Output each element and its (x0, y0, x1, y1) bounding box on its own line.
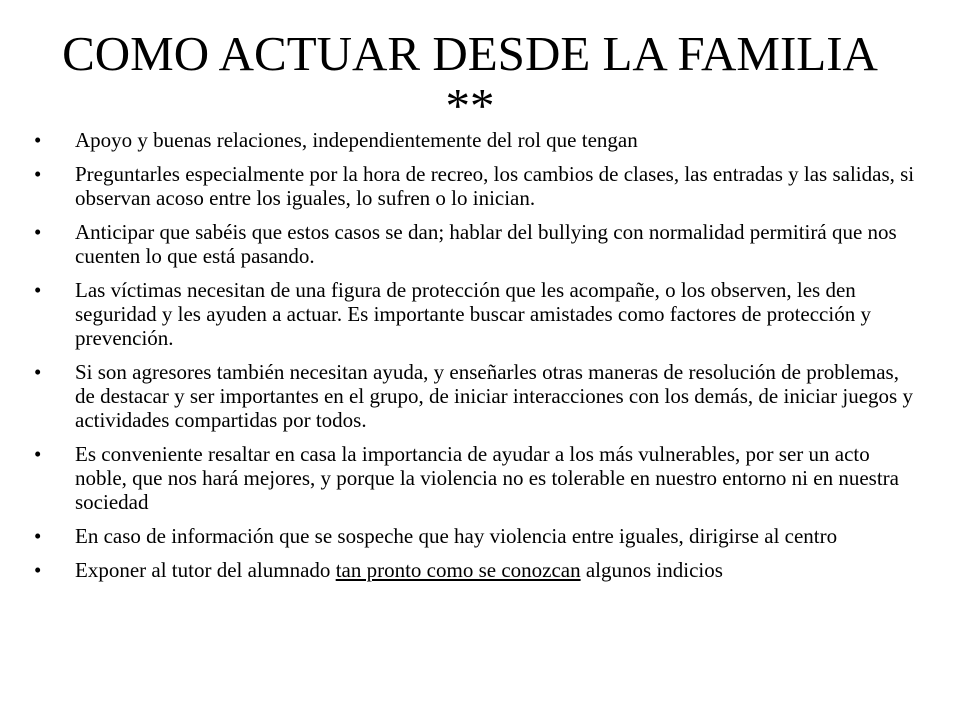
bullet-text-underlined: tan pronto como se conozcan (335, 558, 581, 582)
bullet-text-last (75, 558, 920, 582)
bullet-text-after: algunos indicios (580, 558, 723, 582)
bullet-item (0, 220, 960, 268)
bullet-item (0, 360, 960, 432)
bullet-dot-icon: • (34, 162, 42, 186)
bullet-text: Apoyo y buenas relaciones, independientemente del rol que tengan (75, 128, 638, 152)
bullet-text: Si son agresores también necesitan ayuda, y enseñarles otras maneras de resolución de problemas, de destacar y ser importantes en el grupo, de iniciar interacciones con los demás, de iniciar juegos y actividades compartidas por todos. (75, 360, 913, 432)
bullet-list (0, 128, 960, 592)
bullet-dot-icon: • (34, 558, 42, 582)
bullet-item (0, 128, 960, 152)
bullet-item (0, 278, 960, 350)
bullet-dot-icon: • (34, 524, 42, 548)
bullet-dot-icon: • (34, 278, 42, 302)
bullet-item (0, 524, 960, 548)
bullet-item (0, 558, 960, 582)
slide-title: COMO ACTUAR DESDE LA FAMILIA ** (62, 26, 878, 133)
bullet-dot-icon: • (34, 360, 42, 384)
bullet-text: Las víctimas necesitan de una figura de protección que les acompañe, o los observen, les den seguridad y les ayuden a actuar. Es importante buscar amistades como factores de protección y prevención. (75, 278, 871, 350)
bullet-text: Es conveniente resaltar en casa la importancia de ayudar a los más vulnerables, por ser un acto noble, que nos hará mejores, y porque la violencia no es tolerable en nuestro entorno ni en nuestra sociedad (75, 442, 899, 514)
bullet-item (0, 442, 960, 514)
bullet-text-before: Exponer al tutor del alumnado (75, 558, 336, 582)
bullet-text: En caso de información que se sospeche que hay violencia entre iguales, dirigirse al centro (75, 524, 838, 548)
bullet-dot-icon: • (34, 220, 42, 244)
bullet-dot-icon: • (34, 442, 42, 466)
bullet-dot-icon: • (34, 128, 42, 152)
bullet-item (0, 162, 960, 210)
bullet-text: Anticipar que sabéis que estos casos se dan; hablar del bullying con normalidad permitirá que nos cuenten lo que está pasando. (75, 220, 897, 268)
bullet-text: Preguntarles especialmente por la hora de recreo, los cambios de clases, las entradas y las salidas, si observan acoso entre los iguales, lo sufren o lo inician. (75, 162, 915, 210)
